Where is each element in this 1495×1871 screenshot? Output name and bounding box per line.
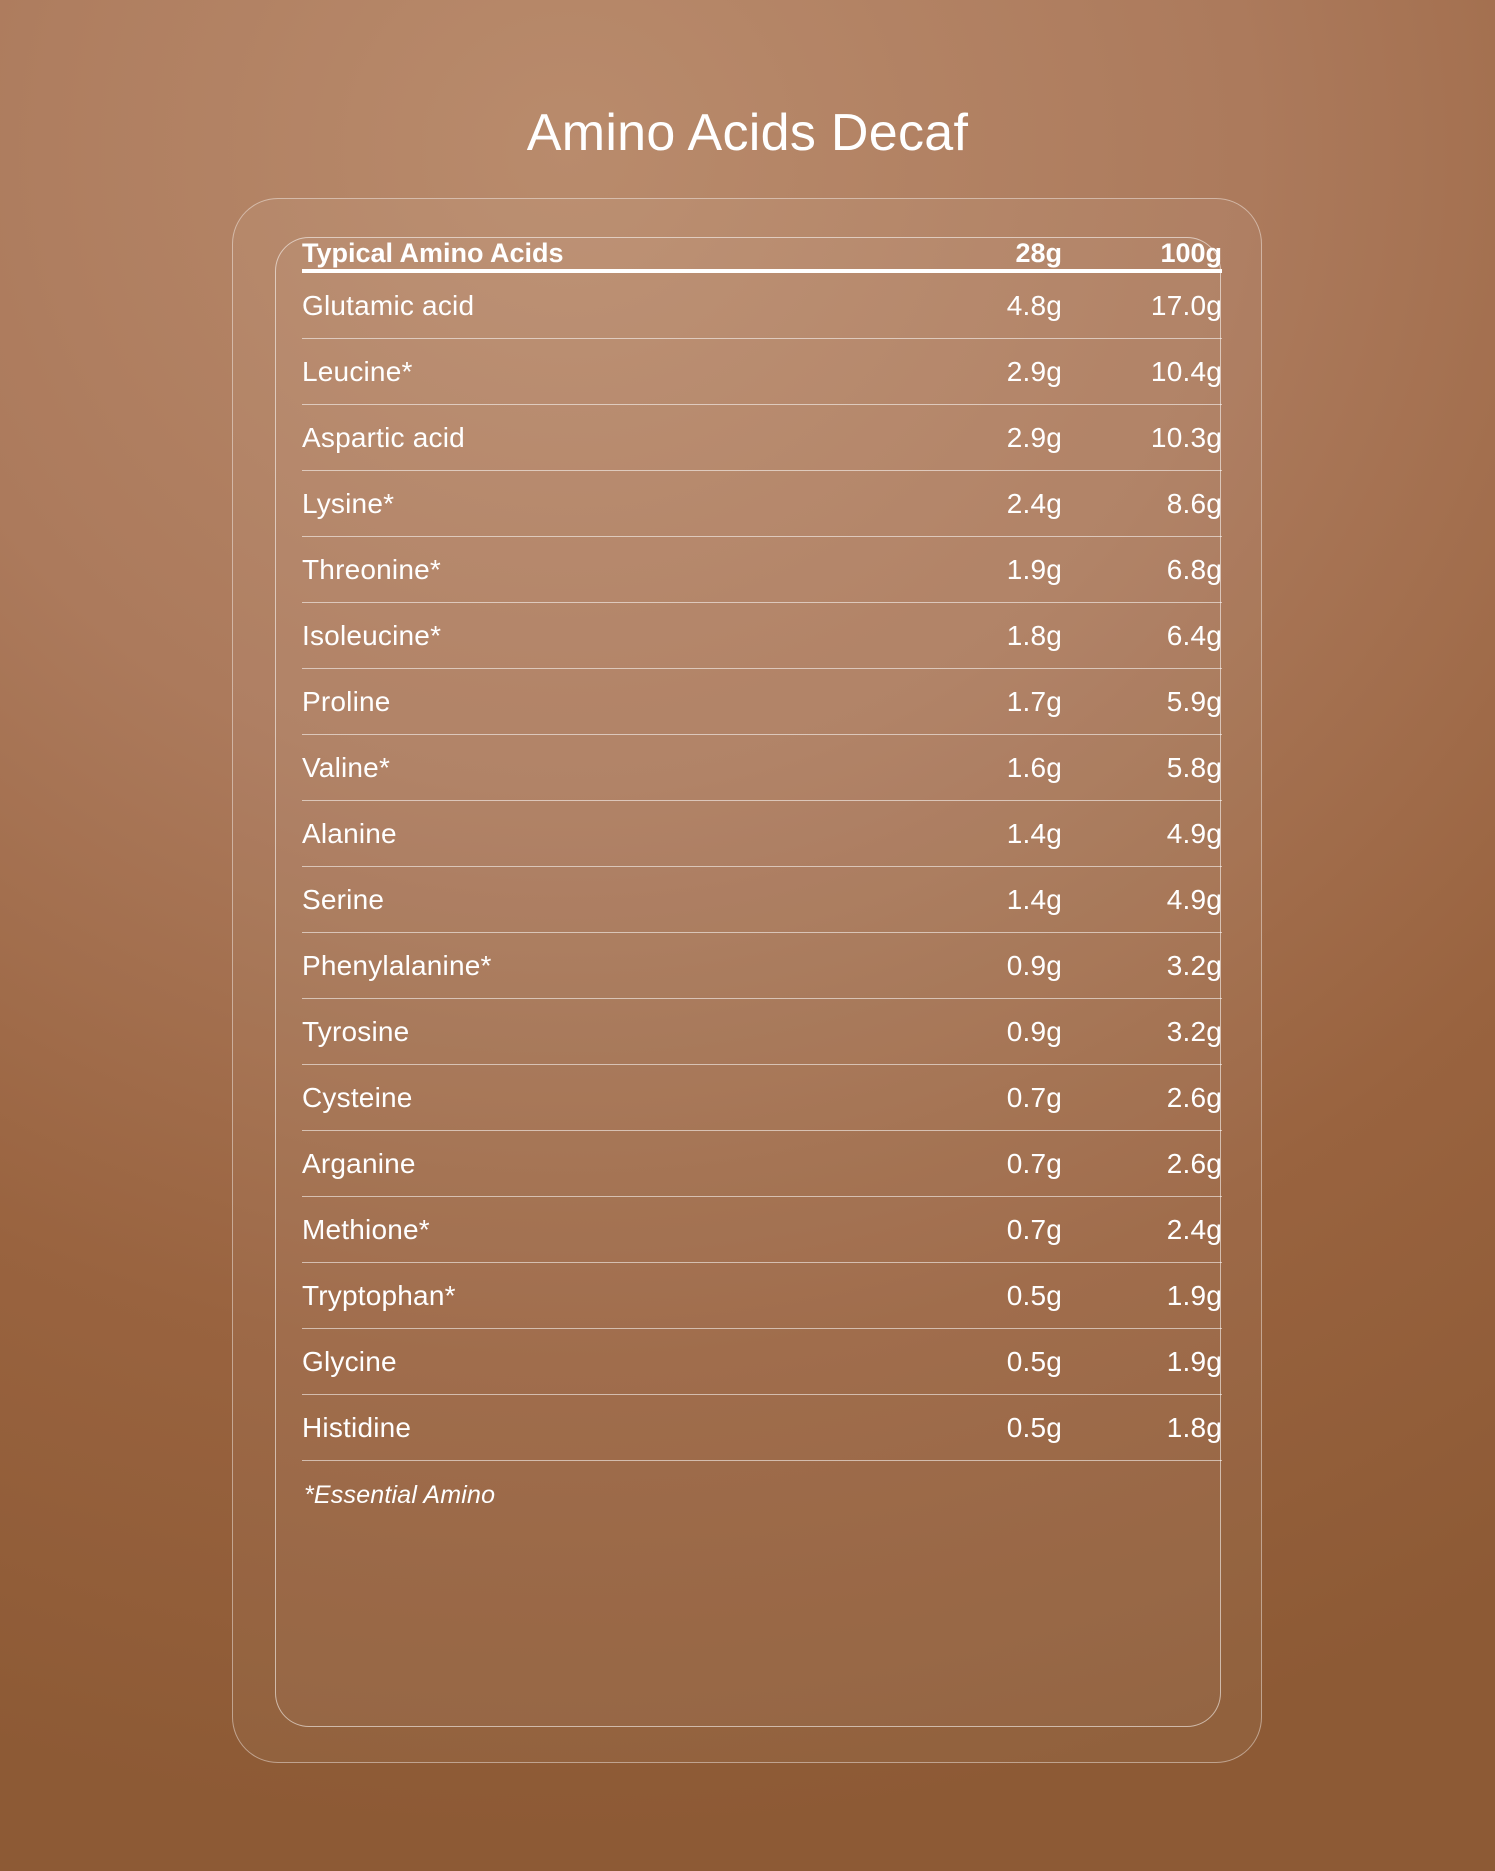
amino-name: Proline <box>302 669 882 735</box>
table-row <box>302 339 1222 405</box>
amino-per100-value: 6.4g <box>1062 603 1222 669</box>
amino-serving-value: 1.4g <box>882 867 1062 933</box>
table-header <box>302 238 1222 271</box>
amino-name: Isoleucine* <box>302 603 882 669</box>
table-header-row <box>302 238 1222 271</box>
nutrition-panel <box>275 237 1221 1727</box>
amino-serving-value: 0.9g <box>882 999 1062 1065</box>
amino-per100-value: 17.0g <box>1062 271 1222 339</box>
amino-per100-value: 1.8g <box>1062 1395 1222 1461</box>
amino-per100-value: 5.8g <box>1062 735 1222 801</box>
page-title: Amino Acids Decaf <box>526 104 969 162</box>
amino-per100-value: 2.6g <box>1062 1131 1222 1197</box>
amino-serving-value: 4.8g <box>882 271 1062 339</box>
table-row <box>302 1395 1222 1461</box>
amino-serving-value: 1.4g <box>882 801 1062 867</box>
amino-serving-value: 1.8g <box>882 603 1062 669</box>
table-row <box>302 867 1222 933</box>
table-row <box>302 1131 1222 1197</box>
header-serving-28g: 28g <box>882 238 1062 271</box>
outer-card-frame <box>232 198 1262 1763</box>
amino-per100-value: 5.9g <box>1062 669 1222 735</box>
amino-serving-value: 2.4g <box>882 471 1062 537</box>
amino-per100-value: 10.3g <box>1062 405 1222 471</box>
amino-name: Leucine* <box>302 339 882 405</box>
amino-serving-value: 2.9g <box>882 339 1062 405</box>
amino-per100-value: 4.9g <box>1062 867 1222 933</box>
amino-name: Tyrosine <box>302 999 882 1065</box>
amino-name: Valine* <box>302 735 882 801</box>
amino-name: Arganine <box>302 1131 882 1197</box>
amino-name: Phenylalanine* <box>302 933 882 999</box>
table-row <box>302 537 1222 603</box>
header-per-100g: 100g <box>1062 238 1222 271</box>
table-row <box>302 669 1222 735</box>
amino-name: Methione* <box>302 1197 882 1263</box>
amino-name: Histidine <box>302 1395 882 1461</box>
amino-name: Cysteine <box>302 1065 882 1131</box>
header-amino-name: Typical Amino Acids <box>302 238 882 271</box>
amino-serving-value: 0.5g <box>882 1395 1062 1461</box>
amino-serving-value: 0.5g <box>882 1329 1062 1395</box>
amino-per100-value: 3.2g <box>1062 999 1222 1065</box>
amino-per100-value: 1.9g <box>1062 1263 1222 1329</box>
amino-name: Aspartic acid <box>302 405 882 471</box>
essential-amino-footnote: *Essential Amino <box>304 1481 496 1509</box>
amino-per100-value: 10.4g <box>1062 339 1222 405</box>
table-row <box>302 999 1222 1065</box>
amino-serving-value: 0.7g <box>882 1065 1062 1131</box>
table-row <box>302 735 1222 801</box>
amino-name: Serine <box>302 867 882 933</box>
table-row <box>302 603 1222 669</box>
amino-per100-value: 2.4g <box>1062 1197 1222 1263</box>
table-row <box>302 405 1222 471</box>
table-row <box>302 1065 1222 1131</box>
amino-serving-value: 0.9g <box>882 933 1062 999</box>
amino-serving-value: 0.7g <box>882 1197 1062 1263</box>
amino-acids-table <box>302 238 1222 1461</box>
table-row <box>302 1329 1222 1395</box>
amino-name: Glycine <box>302 1329 882 1395</box>
table-row <box>302 471 1222 537</box>
amino-serving-value: 0.5g <box>882 1263 1062 1329</box>
amino-name: Alanine <box>302 801 882 867</box>
table-row <box>302 933 1222 999</box>
amino-per100-value: 3.2g <box>1062 933 1222 999</box>
amino-per100-value: 8.6g <box>1062 471 1222 537</box>
amino-name: Lysine* <box>302 471 882 537</box>
amino-serving-value: 1.7g <box>882 669 1062 735</box>
amino-per100-value: 4.9g <box>1062 801 1222 867</box>
amino-serving-value: 0.7g <box>882 1131 1062 1197</box>
amino-serving-value: 1.6g <box>882 735 1062 801</box>
amino-per100-value: 6.8g <box>1062 537 1222 603</box>
amino-name: Glutamic acid <box>302 271 882 339</box>
table-row <box>302 1263 1222 1329</box>
amino-serving-value: 2.9g <box>882 405 1062 471</box>
amino-serving-value: 1.9g <box>882 537 1062 603</box>
amino-name: Tryptophan* <box>302 1263 882 1329</box>
table-row <box>302 1197 1222 1263</box>
amino-per100-value: 2.6g <box>1062 1065 1222 1131</box>
table-row <box>302 271 1222 339</box>
table-row <box>302 801 1222 867</box>
amino-per100-value: 1.9g <box>1062 1329 1222 1395</box>
table-body <box>302 271 1222 1461</box>
amino-name: Threonine* <box>302 537 882 603</box>
